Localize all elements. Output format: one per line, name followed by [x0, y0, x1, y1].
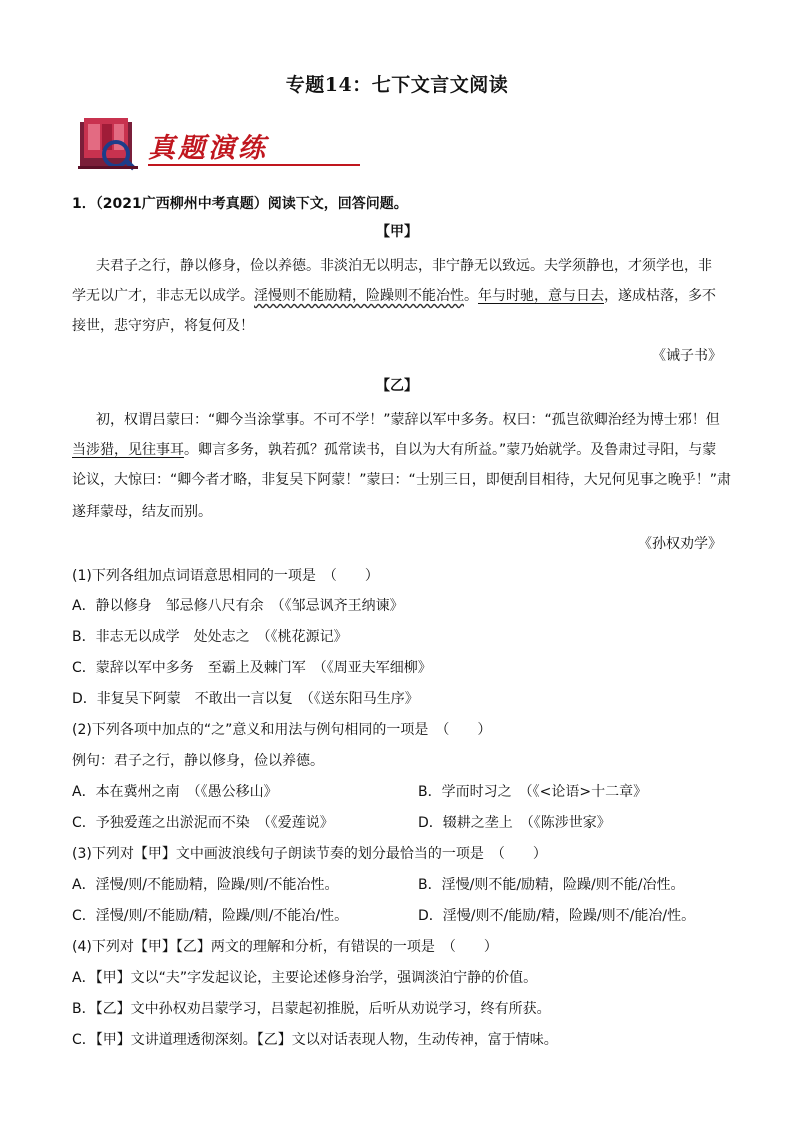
- wavy-underlined-sentence: 淫慢则不能励精，险躁则不能冶性: [254, 288, 464, 304]
- yi-text: 。卿言多务，孰若孤？孤常读书，自以为大有所益。”蒙乃始就学。及鲁肃过寻阳，与蒙: [184, 442, 717, 458]
- sub2-option-a: A．本在冀州之南 （《愚公移山》: [72, 784, 278, 800]
- sub2-option-b: B．学而时习之 （《<论语>十二章》: [418, 784, 648, 800]
- sub1-option-a: A．静以修身 邹忌修八尺有余 （《邹忌讽齐王纳谏》: [72, 598, 404, 614]
- sub3-option-c: C．淫慢/则/不能励/精，险躁/则/不能冶/性。: [72, 908, 349, 924]
- section-banner: [76, 116, 286, 174]
- yi-line-4: 遂拜蒙母，结友而别。: [72, 504, 212, 520]
- jia-line-3: 接世，悲守穷庐，将复何及！: [72, 318, 254, 334]
- sub3-stem: (3)下列对【甲】文中画波浪线句子朗读节奏的划分最恰当的一项是 （ ）: [72, 846, 547, 862]
- jia-text: ，遂成枯落，多不: [604, 288, 716, 304]
- sub1-option-d: D．非复吴下阿蒙 不敢出一言以复 （《送东阳马生序》: [72, 691, 419, 707]
- jia-line-2: [72, 286, 722, 306]
- jia-line-1: [96, 256, 722, 276]
- jia-text: 夫君子之行，静以修身，俭以养德。非淡泊无以明志，非宁静无以致远。夫学须静也，才须学也，非: [96, 258, 712, 274]
- sub3-options-row-1: [72, 875, 722, 895]
- jia-text: 。: [464, 288, 478, 304]
- underlined-sentence: 当涉猎，见往事耳: [72, 442, 184, 458]
- sub2-example: 例句：君子之行，静以修身，俭以养德。: [72, 753, 324, 769]
- sub4-option-b: B．【乙】文中孙权劝吕蒙学习，吕蒙起初推脱，后听从劝说学习，终有所获。: [72, 1001, 551, 1017]
- yi-source: 《孙权劝学》: [638, 536, 722, 552]
- sub3-option-b: B．淫慢/则不能/励精，险躁/则不能/冶性。: [418, 877, 685, 893]
- sub4-stem: (4)下列对【甲】【乙】两文的理解和分析，有错误的一项是 （ ）: [72, 939, 498, 955]
- sub2-options-row-2: [72, 813, 722, 833]
- sub3-options-row-2: [72, 906, 722, 926]
- question-header: 1．（2021广西柳州中考真题）阅读下文，回答问题。: [72, 196, 408, 212]
- underlined-sentence: 年与时驰，意与日去: [478, 288, 604, 304]
- banner-title: 真题演练: [148, 133, 268, 164]
- sub4-option-c: C．【甲】文讲道理透彻深刻。【乙】文以对话表现人物，生动传神，富于情味。: [72, 1032, 558, 1048]
- yi-line-2: [72, 440, 722, 460]
- sub3-option-d: D．淫慢/则不/能励/精，险躁/则不/能冶/性。: [418, 908, 696, 924]
- yi-heading: 【乙】: [376, 378, 418, 394]
- jia-heading: 【甲】: [376, 224, 418, 240]
- sub3-option-a: A．淫慢/则/不能励精，险躁/则/不能冶性。: [72, 877, 339, 893]
- jia-source: 《诫子书》: [652, 348, 722, 364]
- sub4-option-a: A．【甲】文以“夫”字发起议论，主要论述修身治学，强调淡泊宁静的价值。: [72, 970, 538, 986]
- sub1-option-b: B．非志无以成学 处处志之 （《桃花源记》: [72, 629, 348, 645]
- yi-line-3: 论议，大惊曰：“卿今者才略，非复吴下阿蒙！”蒙曰：“士别三日，即便刮目相待，大兄何见事之晚乎！”肃: [72, 472, 732, 488]
- page-title: 专题14：七下文言文阅读: [285, 74, 509, 96]
- book-icon: [76, 116, 140, 174]
- sub1-option-c: C．蒙辞以军中多务 至霸上及棘门军 （《周亚夫军细柳》: [72, 660, 432, 676]
- sub1-stem: (1)下列各组加点词语意思相同的一项是 （ ）: [72, 568, 379, 584]
- jia-text: 学无以广才，非志无以成学。: [72, 288, 254, 304]
- sub2-option-c: C．予独爱莲之出淤泥而不染 （《爱莲说》: [72, 815, 334, 831]
- sub2-stem: (2)下列各项中加点的“之”意义和用法与例句相同的一项是 （ ）: [72, 722, 492, 738]
- sub2-options-row-1: [72, 782, 722, 802]
- yi-line-1: 初，权谓吕蒙曰：“卿今当涂掌事。不可不学！”蒙辞以军中多务。权曰：“孤岂欲卿治经为博士邪！但: [96, 412, 720, 428]
- sub2-option-d: D．辍耕之垄上 （《陈涉世家》: [418, 815, 611, 831]
- banner-underline: [148, 164, 360, 166]
